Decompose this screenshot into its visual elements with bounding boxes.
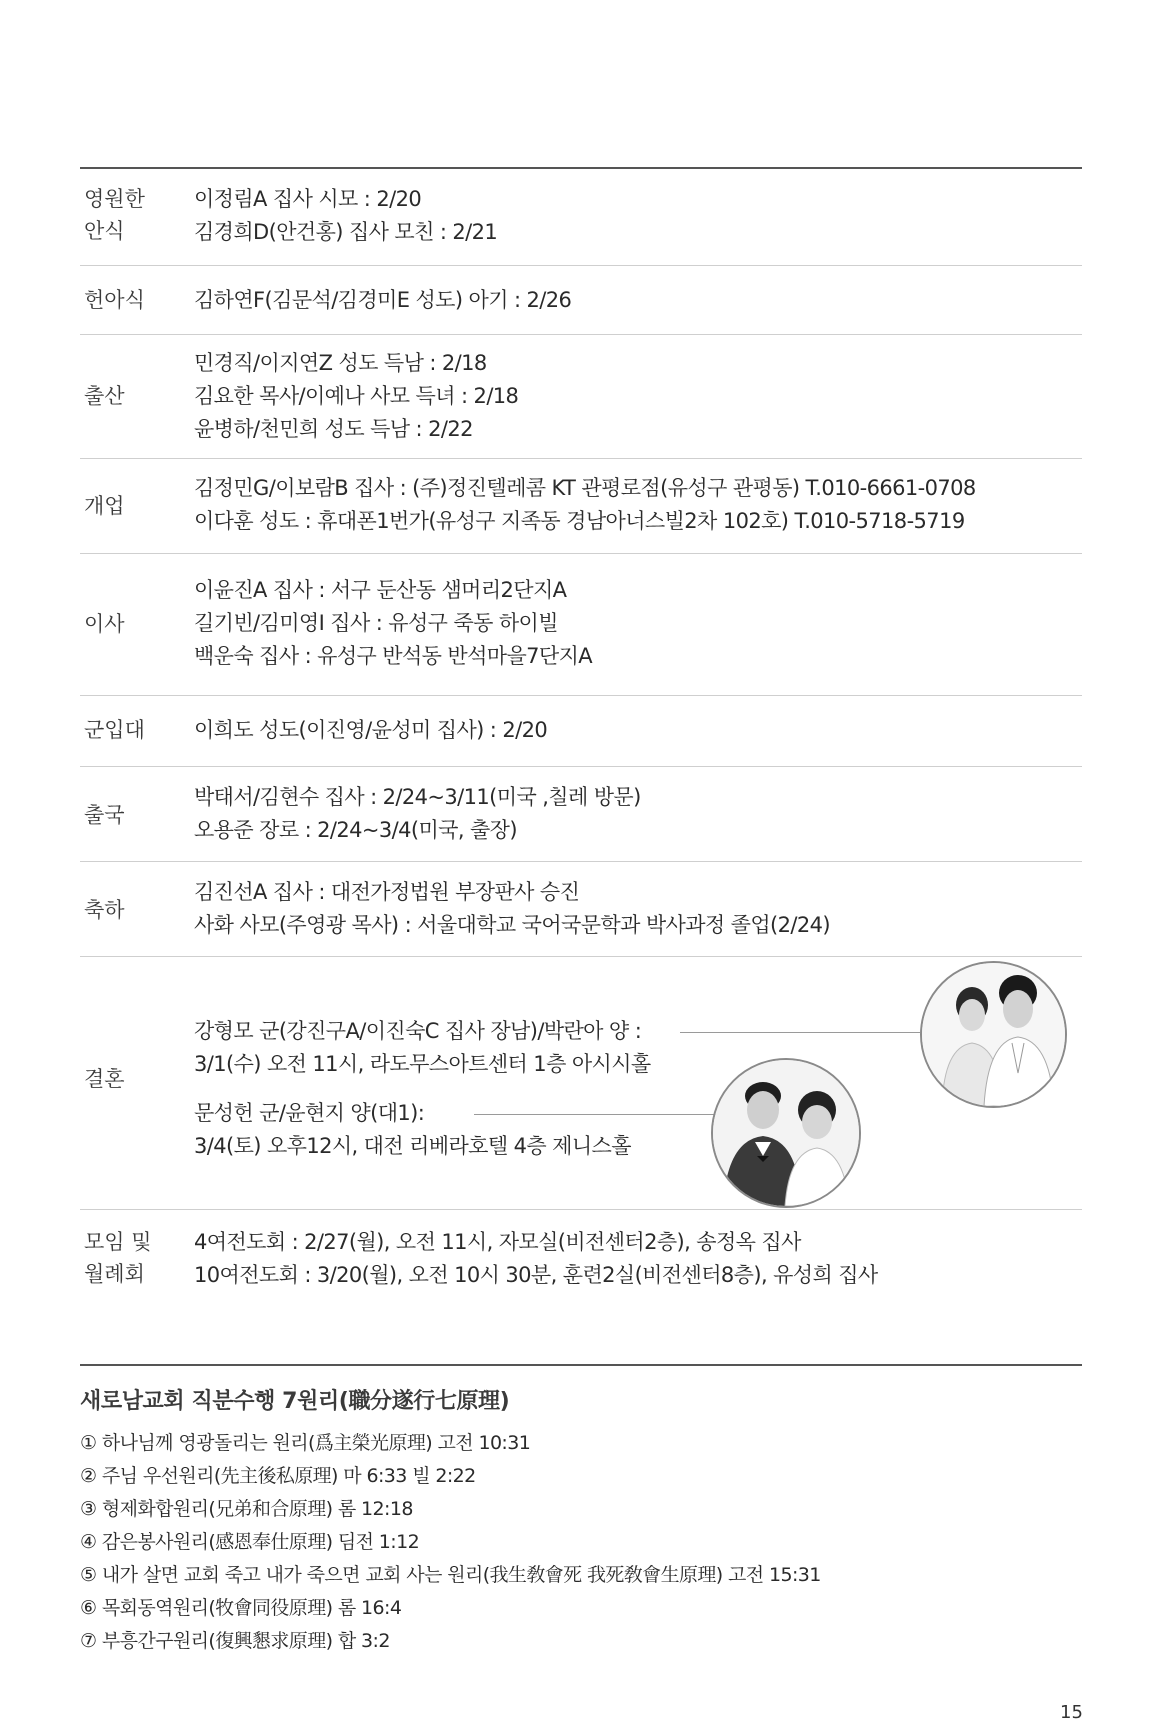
principle-item: ⑤ 내가 살면 교회 죽고 내가 죽으면 교회 사는 원리(我生敎會死 我死敎會生原理) 고전 15:31: [80, 1564, 821, 1586]
principle-item: ① 하나님께 영광돌리는 원리(爲主榮光原理) 고전 10:31: [80, 1432, 531, 1454]
couple-portrait-icon: [922, 963, 1065, 1106]
row-content: 박태서/김현수 집사 : 2/24~3/11(미국 ,칠레 방문) 오용준 장로 : 2/24~3/4(미국, 출장): [194, 785, 641, 842]
principle-item: ⑥ 목회동역원리(牧會同役原理) 롬 16:4: [80, 1597, 402, 1619]
principles-list: [80, 1427, 821, 1658]
news-row-departure: [80, 767, 1082, 862]
news-row-dedication: [80, 266, 1082, 335]
news-row-moving: [80, 554, 1082, 696]
page-number: 15: [1060, 1702, 1083, 1723]
principles-title: 새로남교회 직분수행 7원리(職分遂行七原理): [80, 1389, 510, 1414]
row-category: 출국: [84, 803, 125, 827]
row-content: 김하연F(김문석/김경미E 성도) 아기 : 2/26: [194, 288, 572, 312]
row-content: 김정민G/이보람B 집사 : (주)정진텔레콤 KT 관평로점(유성구 관평동) T.010-6661-0708 이다훈 성도 : 휴대폰1번가(유성구 지족동 경남아너스빌2차 102호) T.010-5718-5719: [194, 476, 976, 533]
couple-photo: [920, 961, 1067, 1108]
row-content: 김진선A 집사 : 대전가정법원 부장판사 승진 사화 사모(주영광 목사) : 서울대학교 국어국문학과 박사과정 졸업(2/24): [194, 880, 830, 937]
principle-item: ② 주님 우선원리(先主後私原理) 마 6:33 빌 2:22: [80, 1465, 476, 1487]
row-content: 이윤진A 집사 : 서구 둔산동 샘머리2단지A 길기빈/김미영I 집사 : 유성구 죽동 하이빌 백운숙 집사 : 유성구 반석동 반석마을7단지A: [194, 578, 593, 668]
row-content: 4여전도회 : 2/27(월), 오전 11시, 자모실(비전센터2층), 송정옥 집사 10여전도회 : 3/20(월), 오전 10시 30분, 훈련2실(비전센터8층), 유성희 집사: [194, 1230, 878, 1287]
news-row-congratulations: [80, 862, 1082, 957]
photo-leader-line: [680, 1032, 920, 1033]
principle-item: ③ 형제화합원리(兄弟和合原理) 롬 12:18: [80, 1498, 413, 1520]
news-row-opening: [80, 459, 1082, 554]
news-row-military: [80, 696, 1082, 767]
principle-item: ④ 감은봉사원리(感恩奉仕原理) 딤전 1:12: [80, 1531, 420, 1553]
row-category: 출산: [84, 384, 125, 408]
row-content: 강형모 군(강진구A/이진숙C 집사 장남)/박란아 양 : 3/1(수) 오전 11시, 라도무스아트센터 1층 아시시홀: [194, 1019, 651, 1076]
row-category: 축하: [84, 898, 125, 922]
row-content: 이희도 성도(이진영/윤성미 집사) : 2/20: [194, 718, 548, 742]
row-content: 민경직/이지연Z 성도 득남 : 2/18 김요한 목사/이예나 사모 득녀 : 2/18 윤병하/천민희 성도 득남 : 2/22: [194, 351, 519, 441]
row-category: 모임 및 월례회: [84, 1230, 152, 1286]
row-category: 이사: [84, 612, 125, 636]
row-category: 헌아식: [84, 288, 145, 312]
row-category: 영원한 안식: [84, 187, 145, 243]
row-category: 군입대: [84, 718, 145, 742]
section-divider: [80, 1364, 1082, 1366]
news-row-memorial: [80, 169, 1082, 266]
couple-photo: [711, 1058, 861, 1208]
photo-leader-line: [474, 1114, 714, 1115]
row-content: 이정림A 집사 시모 : 2/20 김경희D(안건홍) 집사 모친 : 2/21: [194, 187, 498, 244]
row-category: 개업: [84, 494, 125, 518]
principle-item: ⑦ 부흥간구원리(復興懇求原理) 합 3:2: [80, 1630, 390, 1652]
couple-portrait-icon: [713, 1060, 859, 1206]
row-content: 문성헌 군/윤현지 양(대1): 3/4(토) 오후12시, 대전 리베라호텔 4층 제니스홀: [194, 1101, 631, 1158]
news-row-birth: [80, 335, 1082, 459]
news-row-meetings: [80, 1210, 1082, 1300]
row-category: 결혼: [84, 1067, 125, 1091]
